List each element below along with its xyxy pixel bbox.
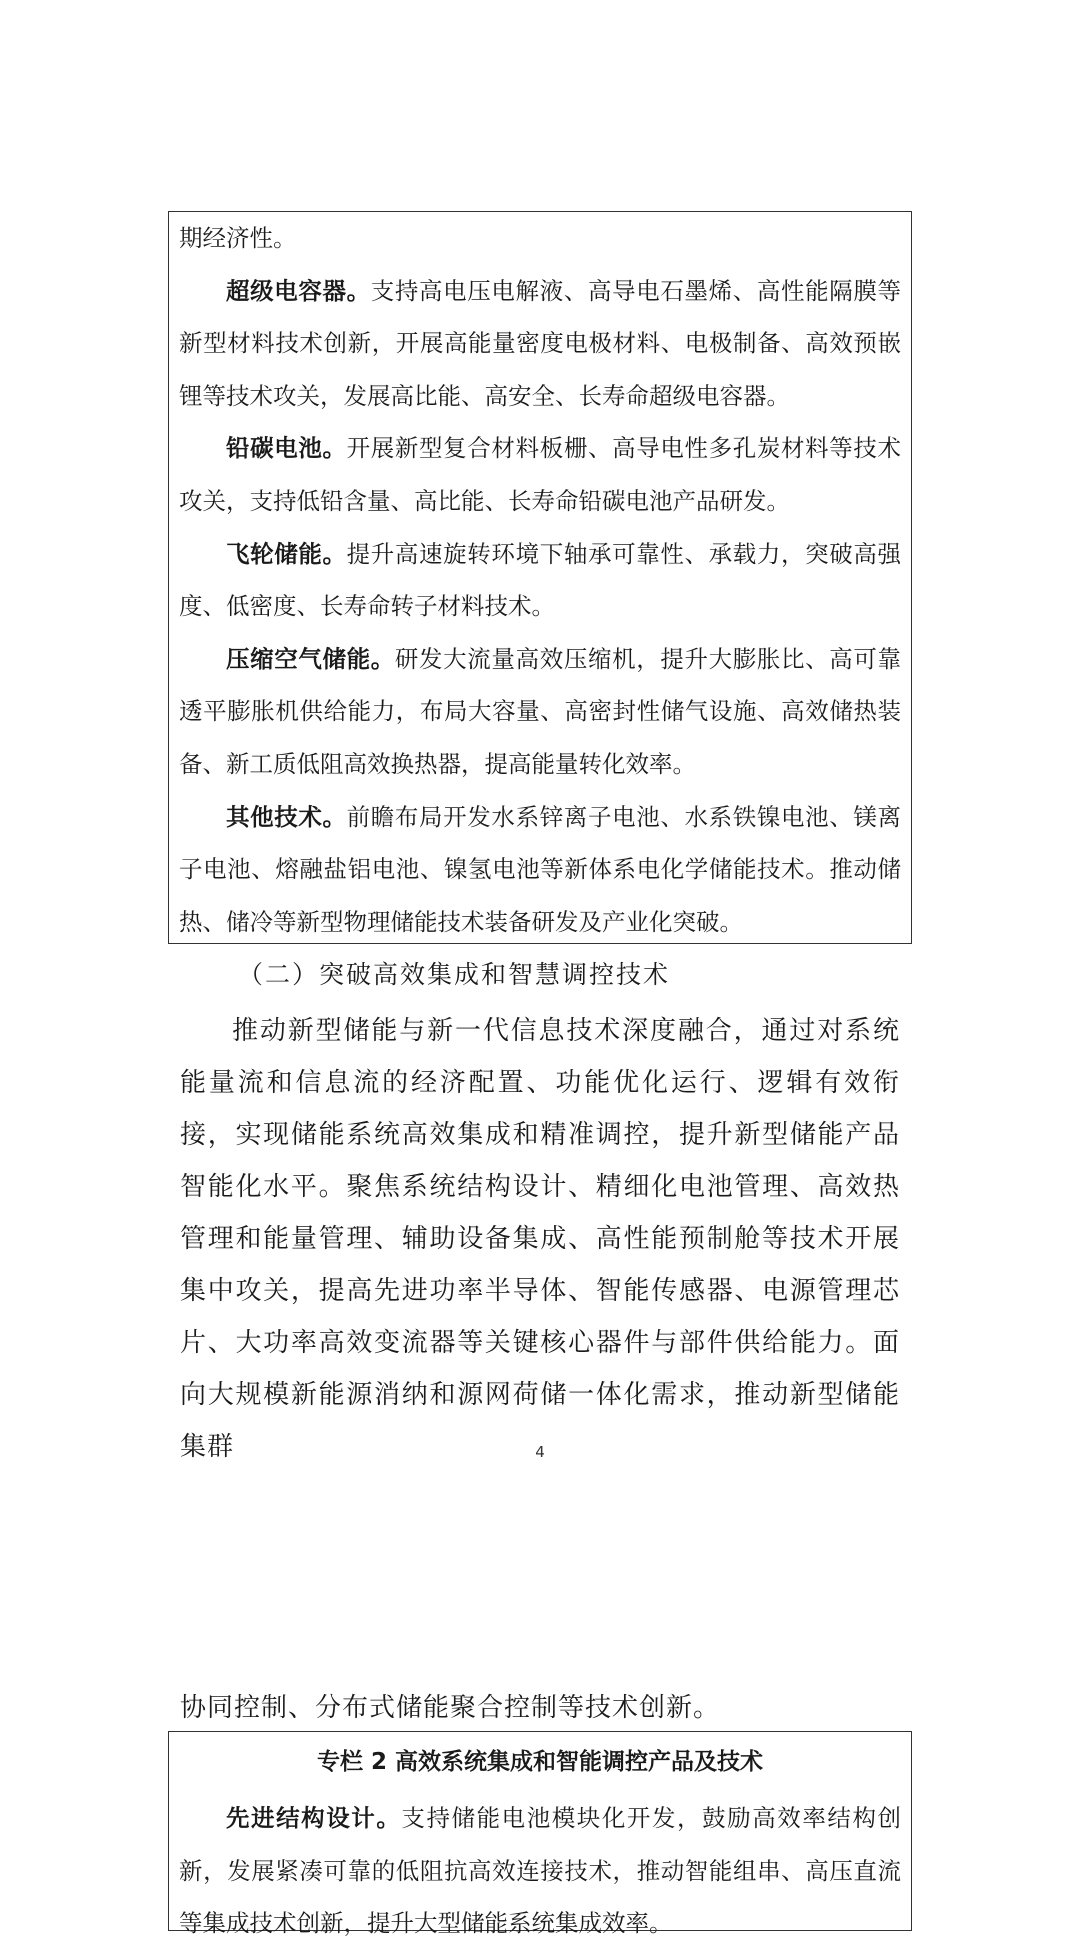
continuation-text: 协同控制、分布式储能聚合控制等技术创新。 <box>180 1693 721 1723</box>
box1-item-compressed-air <box>179 633 901 791</box>
box2-item-structure <box>179 1792 901 1950</box>
item-term: 先进结构设计。 <box>226 1804 402 1832</box>
item-text: 支持高电压电解液、高导电石墨烯、高性能隔膜等新型材料技术创新，开展高能量密度电极材料、电极制备、高效预嵌锂等技术攻关，发展高比能、高安全、长寿命超级电容器。 <box>179 276 902 410</box>
box1-item-lead-carbon <box>179 422 901 527</box>
column-box-1 <box>168 211 912 944</box>
box2-title: 专栏 2 高效系统集成和智能调控产品及技术 <box>316 1749 764 1775</box>
item-term: 超级电容器。 <box>226 276 371 305</box>
box1-item-flywheel <box>179 528 901 633</box>
box1-item-supercapacitor <box>179 265 901 423</box>
body-paragraph: 推动新型储能与新一代信息技术深度融合，通过对系统能量流和信息流的经济配置、功能优化运行、逻辑有效衔接，实现储能系统高效集成和精准调控，提升新型储能产品智能化水平。聚焦系统结构设计、精细化电池管理、高效热管理和能量管理、辅助设备集成、高性能预制舱等技术开展集中攻关，提高先进功率半导体、智能传感器、电源管理芯片、大功率高效变流器等关键核心器件与部件供给能力。面向大规模新能源消纳和源网荷储一体化需求，推动新型储能集群 <box>180 1016 900 1462</box>
item-text: 提升高速旋转环境下轴承可靠性、承载力，突破高强度、低密度、长寿命转子材料技术。 <box>179 539 902 621</box>
item-text: 支持储能电池模块化开发，鼓励高效率结构创新，发展紧凑可靠的低阻抗高效连接技术，推动智能组串、高压直流等集成技术创新，提升大型储能系统集成效率。 <box>179 1804 902 1938</box>
item-text: 开展新型复合材料板栅、高导电性多孔炭材料等技术攻关，支持低铅含量、高比能、长寿命铅碳电池产品研发。 <box>179 434 902 515</box>
page-number: 4 <box>535 1443 545 1461</box>
box1-item-other <box>179 791 901 949</box>
item-term: 其他技术。 <box>226 802 347 831</box>
column-box-2 <box>168 1731 912 1938</box>
box1-lead: 期经济性。 <box>179 224 297 252</box>
item-text: 前瞻布局开发水系锌离子电池、水系铁镍电池、镁离子电池、熔融盐铝电池、镍氢电池等新体系电化学储能技术。推动储热、储冷等新型物理储能技术装备研发及产业化突破。 <box>179 802 902 936</box>
item-text: 研发大流量高效压缩机，提升大膨胀比、高可靠透平膨胀机供给能力，布局大容量、高密封性储气设施、高效储热装备、新工质低阻高效换热器，提高能量转化效率。 <box>179 644 902 778</box>
section-heading: （二）突破高效集成和智慧调控技术 <box>238 960 671 989</box>
item-term: 压缩空气储能。 <box>226 644 395 673</box>
item-term: 飞轮储能。 <box>226 539 347 568</box>
item-term: 铅碳电池。 <box>226 434 347 463</box>
